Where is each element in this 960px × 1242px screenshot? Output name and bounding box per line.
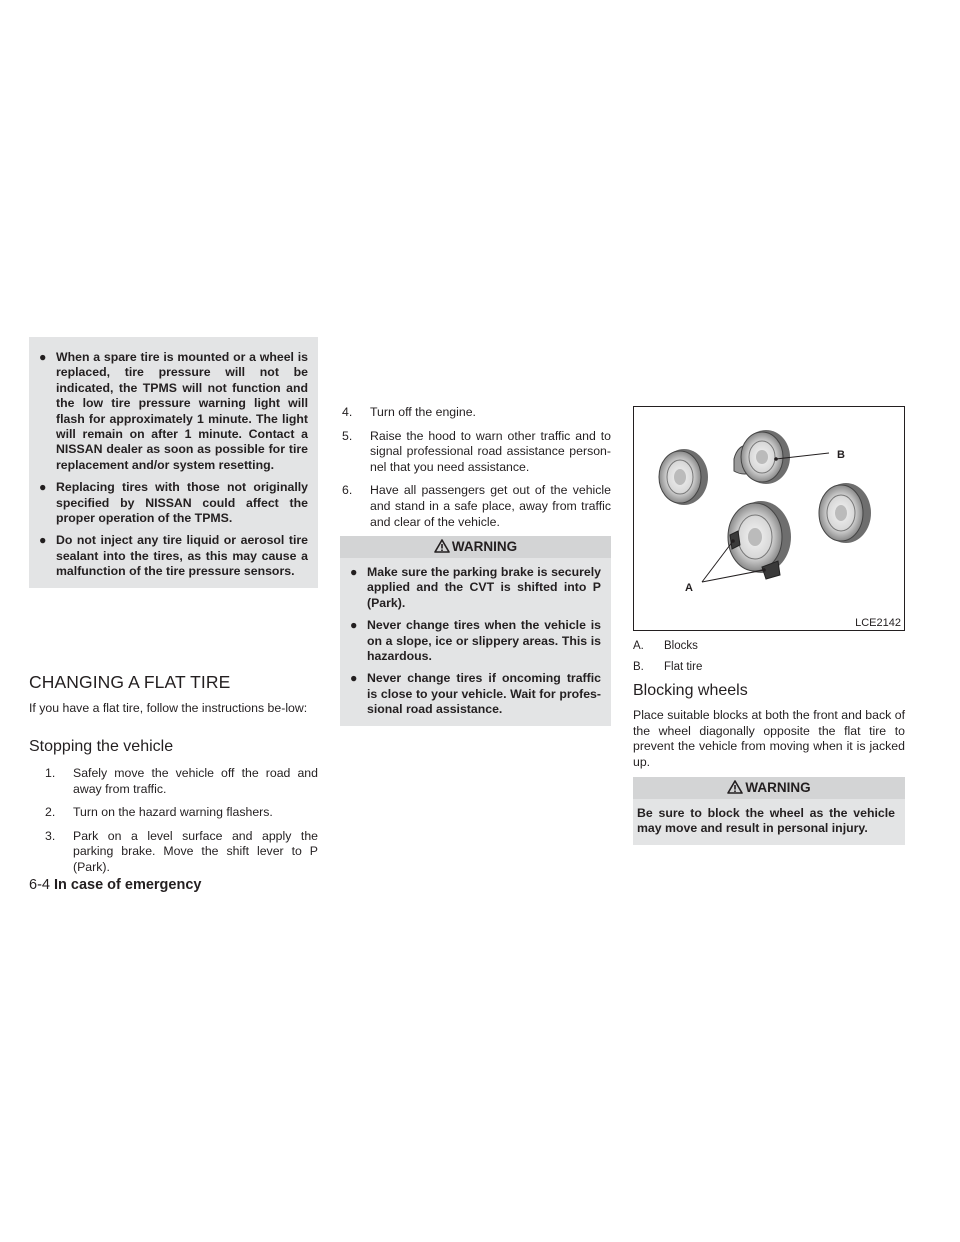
legend-item: B. Flat tire [633,661,703,673]
section-title: CHANGING A FLAT TIRE [29,672,231,692]
warning-triangle-icon [727,780,743,794]
step-item: 3. Park on a level surface and apply the parking brake. Move the shift lever to P (Park). [45,828,318,874]
tire-top [734,430,829,484]
parking-warning [340,536,611,726]
tire-center [702,501,791,582]
bullet-icon: ● [39,533,47,548]
warning-bullet: ● Never change tires if oncoming traffic is close to your vehicle. Wait for profes-sional road assistance. [350,671,601,717]
figure-label-a: A [685,582,693,594]
bullet-icon: ● [39,350,47,364]
step-item: 6. Have all passengers get out of the vehicle and stand in a safe place, away from traffic and clear of the vehicle. [342,483,611,529]
blocking-warning [633,777,905,845]
step-item: 5. Raise the hood to warn other traffic and to signal professional road assistance person-nel that you need assistance. [342,428,611,474]
warning-triangle-icon [434,539,450,553]
blocking-wheels-figure [633,406,905,631]
intro-paragraph: If you have a flat tire, follow the instructions be-low: [29,701,308,715]
steps-list-1 [29,766,318,884]
tire-right [819,483,871,543]
bullet-icon: ● [350,565,358,579]
bullet-icon: ● [39,480,47,495]
warning-text: Be sure to block the wheel as the vehicle may move and result in personal injury. [637,806,895,836]
warning-bullet: ● When a spare tire is mounted or a wheel is replaced, tire pressure will not be indicated, the TPMS will not function and the low tire pressure warning light will flash for approximately 1 minute. The light will remain on after 1 minute. Contact a NISSAN dealer as soon as possible for tire replacement and/or system resetting. [39,350,308,472]
bullet-icon: ● [350,671,358,686]
section-name: In case of emergency [53,877,202,893]
legend-item: A. Blocks [633,640,698,652]
blocking-paragraph: Place suitable blocks at both the front and back of the wheel diagonally opposite the flat tire to prevent the vehicle from moving when it is jacked up. [633,708,905,769]
figure-label-b: B [837,449,845,461]
figure-code: LCE2142 [855,617,901,629]
warning-bullet: ● Replacing tires with those not originally specified by NISSAN could affect the proper operation of the TPMS. [39,480,308,526]
subsection-title-blocking: Blocking wheels [633,682,748,699]
warning-body [633,799,905,845]
step-item: 4. Turn off the engine. [342,405,476,419]
bullet-icon: ● [350,618,358,633]
warning-bullet: ● Make sure the parking brake is securely applied and the CVT is shifted into P (Park). [350,565,601,610]
figure-legend [633,636,905,678]
tire-left [659,449,708,505]
warning-header: WARNING [340,536,611,558]
page-footer [29,877,201,893]
warning-bullet: ● Do not inject any tire liquid or aerosol tire sealant into the tires, as this may cause a malfunction of the tire pressure sensors. [39,533,308,579]
steps-list-2 [340,405,611,538]
step-item: 1. Safely move the vehicle off the road and away from traffic. [45,766,318,796]
warning-header: WARNING [633,777,905,799]
subsection-title-stopping: Stopping the vehicle [29,738,174,755]
warning-body [340,558,611,726]
page-number: 6-4 [29,877,50,893]
tpms-warning-box [29,337,318,588]
step-item: 2. Turn on the hazard warning flashers. [45,805,273,820]
warning-bullet: ● Never change tires when the vehicle is on a slope, ice or slippery areas. This is hazardous. [350,618,601,664]
tire-blocks-illustration [634,407,904,630]
